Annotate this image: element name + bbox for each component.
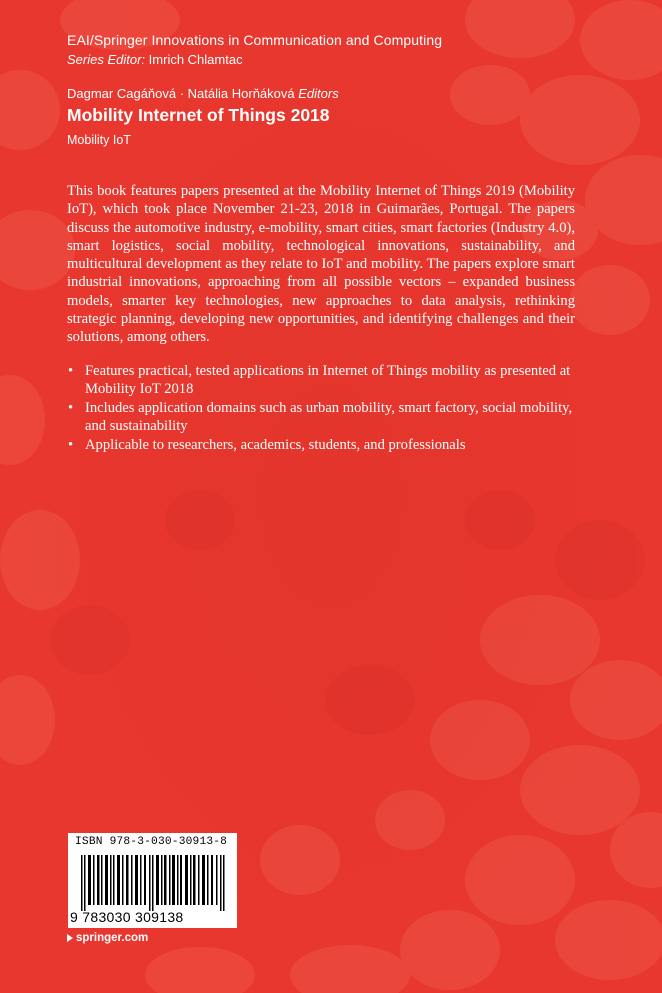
series-title: EAI/Springer Innovations in Communication and Computing xyxy=(67,32,443,48)
feature-text: Applicable to researchers, academics, students, and professionals xyxy=(85,437,466,454)
feature-text: Includes application domains such as urban mobility, smart factory, social mobility, and sustainability xyxy=(85,400,573,435)
book-subtitle: Mobility IoT xyxy=(67,133,131,147)
feature-list xyxy=(67,362,575,455)
feature-text: Features practical, tested applications in Internet of Things mobility as presented at Mobility IoT 2018 xyxy=(85,363,571,398)
series-editor-name: Imrich Chlamtac xyxy=(148,52,243,67)
book-description: This book features papers presented at the Mobility Internet of Things 2019 (Mobility IoT), which took place November 21-23, 2018 in Guimarães, Portugal. The papers discuss the automotive industry, e-mobility, smart cities, smart factories (Industry 4.0), smart logistics, social mobility, technological innovations, sustainability, and multicultural development as they relate to IoT and mobility. The papers explore smart industrial innovations, approaching from all possible vectors – expanded business models, smarter key technologies, new approaches to data analysis, rethinking strategic planning, developing new opportunities, and identifying challenges and their solutions, among others. xyxy=(67,183,575,346)
feature-item xyxy=(67,436,575,454)
series-editor-label: Series Editor: xyxy=(67,52,146,67)
feature-item xyxy=(67,399,575,436)
barcode-digits: 9 783030 309138 xyxy=(70,909,184,925)
book-editors xyxy=(67,86,339,101)
isbn-label: ISBN 978-3-030-30913-8 xyxy=(75,836,228,848)
arrow-right-icon xyxy=(67,934,73,942)
publisher-url: springer.com xyxy=(76,932,149,944)
bullet-icon: • xyxy=(68,363,74,379)
editors-label: Editors xyxy=(298,86,339,101)
publisher-link[interactable] xyxy=(67,932,148,944)
book-title: Mobility Internet of Things 2018 xyxy=(67,105,330,125)
feature-item xyxy=(67,362,575,399)
bullet-icon: • xyxy=(68,437,74,454)
series-editor xyxy=(67,52,243,67)
barcode-icon xyxy=(81,855,227,911)
editor-names: Dagmar Cagáňová · Natália Horňáková xyxy=(67,86,295,101)
bullet-icon: • xyxy=(68,400,74,417)
isbn-barcode-box xyxy=(68,833,237,928)
